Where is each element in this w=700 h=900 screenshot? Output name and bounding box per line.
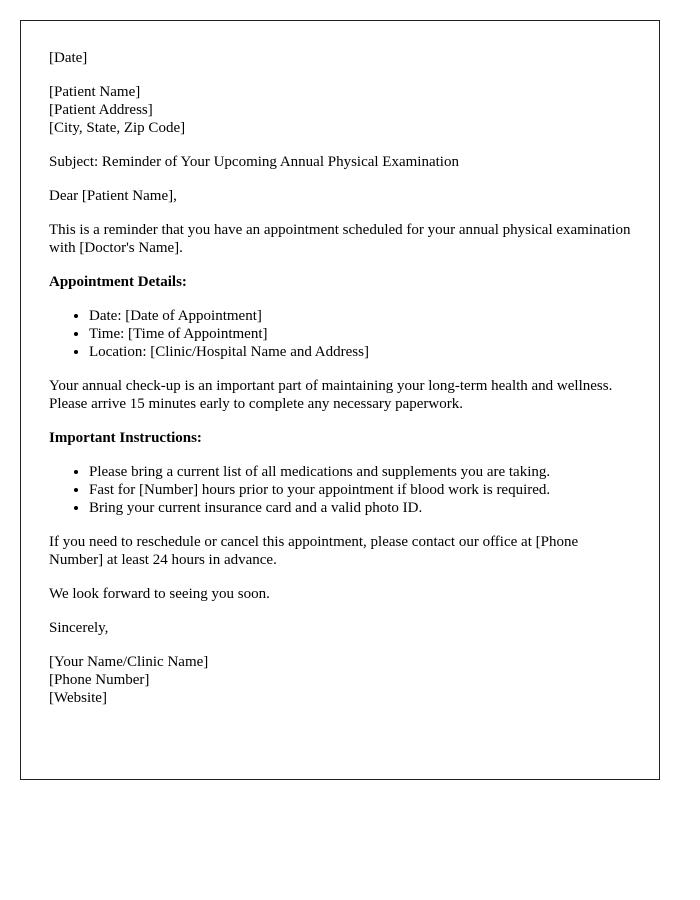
letter-subject: Subject: Reminder of Your Upcoming Annual Physical Examination — [49, 154, 459, 170]
recipient-address: [Patient Address] — [49, 102, 153, 118]
appointment-detail-location: • Location: [Clinic/Hospital Name and Address] — [89, 343, 631, 361]
instruction-insurance: • Bring your current insurance card and a valid photo ID. — [89, 499, 631, 517]
appointment-detail-date: • Date: [Date of Appointment] — [89, 307, 631, 325]
letter-salutation: Dear [Patient Name], — [49, 188, 177, 204]
signoff: Sincerely, — [49, 620, 109, 636]
instruction-medications: • Please bring a current list of all medications and supplements you are taking. — [89, 463, 631, 481]
recipient-name: [Patient Name] — [49, 84, 141, 100]
signature-phone: [Phone Number] — [49, 672, 150, 688]
recipient-address-block — [49, 83, 631, 137]
signature-website: [Website] — [49, 690, 107, 706]
appointment-detail-time: • Time: [Time of Appointment] — [89, 325, 631, 343]
letter-page — [20, 20, 660, 780]
recipient-city-state-zip: [City, State, Zip Code] — [49, 120, 186, 136]
closing-note: We look forward to seeing you soon. — [49, 586, 270, 602]
instruction-fasting: • Fast for [Number] hours prior to your appointment if blood work is required. — [89, 481, 631, 499]
signature-block — [49, 653, 631, 707]
appointment-details-list — [49, 307, 631, 361]
appointment-details-heading: Appointment Details: — [49, 274, 187, 290]
instructions-heading: Important Instructions: — [49, 430, 202, 446]
importance-paragraph: Your annual check-up is an important part of maintaining your long-term health and wellness. Please arrive 15 minutes early to complete any necessary paperwork. — [49, 378, 613, 412]
letter-intro-paragraph: This is a reminder that you have an appointment scheduled for your annual physical examination with [Doctor's Name]. — [49, 222, 631, 256]
reschedule-paragraph: If you need to reschedule or cancel this appointment, please contact our office at [Phone Number] at least 24 hours in advance. — [49, 534, 579, 568]
instructions-list — [49, 463, 631, 517]
letter-date: [Date] — [49, 50, 88, 66]
signature-name: [Your Name/Clinic Name] — [49, 654, 209, 670]
